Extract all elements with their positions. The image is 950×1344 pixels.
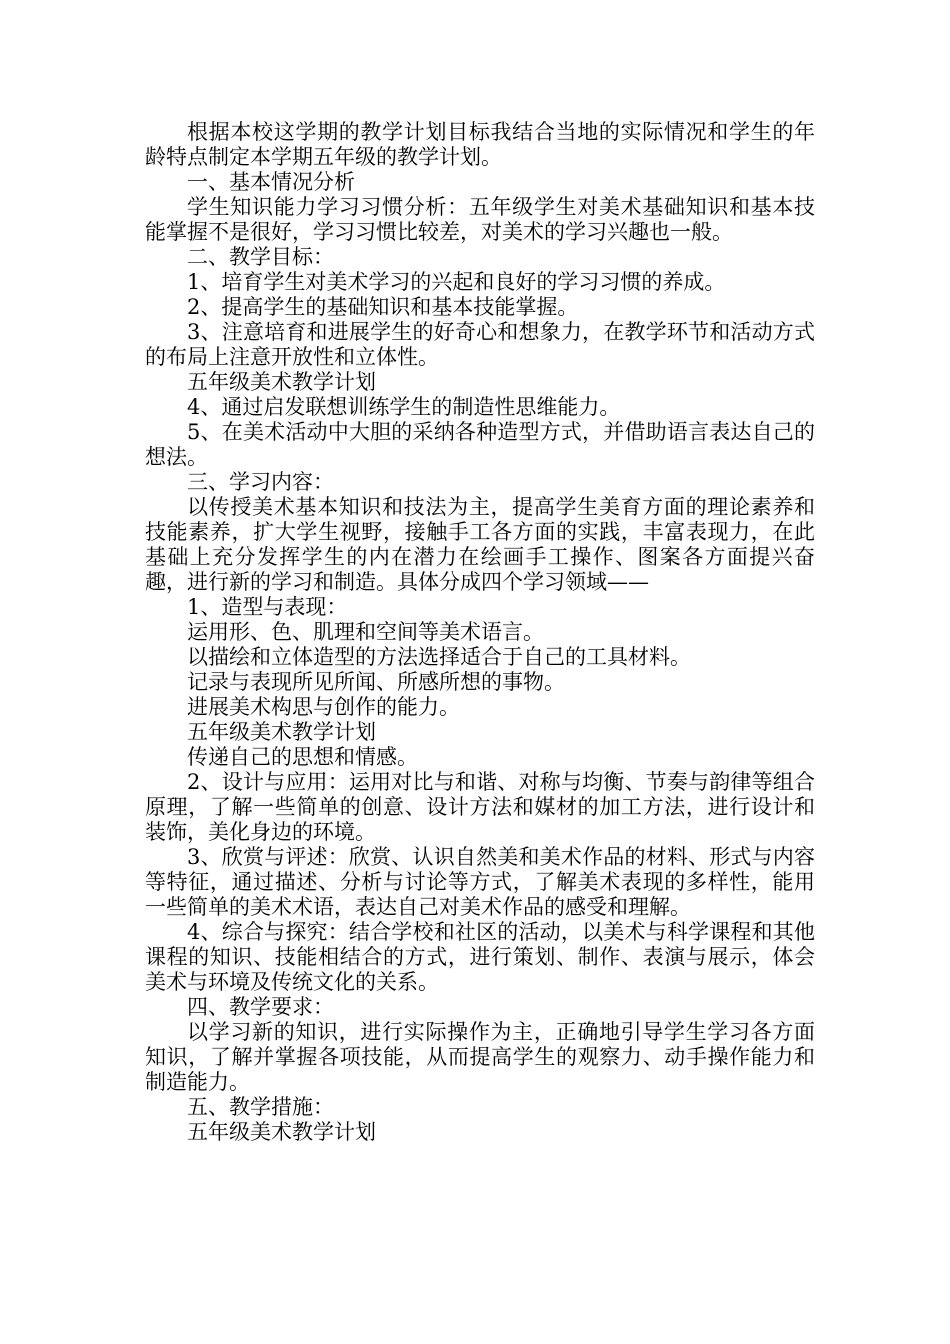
goal-item-1: 1、培育学生对美术学习的兴起和良好的学习习惯的养成。 [187, 270, 726, 294]
goal-item-4: 4、通过启发联想训练学生的制造性思维能力。 [187, 395, 621, 419]
heading-teaching-goals: 二、教学目标： [187, 245, 334, 269]
paragraph-teaching-requirements: 以学习新的知识，进行实际操作为主，正确地引导学生学习各方面知识，了解并掌握各项技能，从而提高学生的观察力、动手操作能力和制造能力。 [145, 1020, 815, 1094]
paragraph-student-analysis: 学生知识能力学习习惯分析：五年级学生对美术基础知识和基本技能掌握不是很好，学习习惯比较差，对美术的学习兴趣也一般。 [145, 195, 815, 244]
paragraph-learning-content: 以传授美术基本知识和技法为主，提高学生美育方面的理论素养和技能素养，扩大学生视野，接触手工各方面的实践，丰富表现力，在此基础上充分发挥学生的内在潜力在绘画手工操作、图案各方面提兴奋趣，进行新的学习和制造。具体分成四个学习领域—— [145, 495, 815, 594]
modeling-item-2: 以描绘和立体造型的方法选择适合于自己的工具材料。 [187, 645, 691, 669]
modeling-item-4: 进展美术构思与创作的能力。 [187, 695, 460, 719]
repeated-title: 五年级美术教学计划 [187, 370, 376, 394]
paragraph-synthesis-exploration: 4、综合与探究：结合学校和社区的活动，以美术与科学课程和其他课程的知识、技能相结合的方式，进行策划、制作、表演与展示，体会美术与环境及传统文化的关系。 [145, 920, 815, 994]
modeling-item-5: 传递自己的思想和情感。 [187, 745, 418, 769]
document-body [145, 120, 815, 1145]
paragraph-appreciation-review: 3、欣赏与评述：欣赏、认识自然美和美术作品的材料、形式与内容等特征，通过描述、分析与讨论等方式，了解美术表现的多样性，能用一些简单的美术术语，表达自己对美术作品的感受和理解。 [145, 845, 815, 919]
repeated-title: 五年级美术教学计划 [187, 1120, 376, 1144]
modeling-item-1: 运用形、色、肌理和空间等美术语言。 [187, 620, 544, 644]
goal-item-5: 5、在美术活动中大胆的采纳各种造型方式，并借助语言表达自己的想法。 [145, 420, 815, 469]
heading-learning-content: 三、学习内容： [187, 470, 334, 494]
paragraph-design-application: 2、设计与应用：运用对比与和谐、对称与均衡、节奏与韵律等组合原理，了解一些简单的创意、设计方法和媒材的加工方法，进行设计和装饰，美化身边的环境。 [145, 770, 815, 844]
goal-item-3: 3、注意培育和进展学生的好奇心和想象力，在教学环节和活动方式的布局上注意开放性和立体性。 [145, 320, 815, 369]
heading-basic-analysis: 一、基本情况分析 [187, 170, 355, 194]
repeated-title: 五年级美术教学计划 [187, 720, 376, 744]
heading-teaching-measures: 五、教学措施： [187, 1095, 334, 1119]
subheading-modeling-expression: 1、造型与表现： [187, 595, 348, 619]
heading-teaching-requirements: 四、教学要求： [187, 995, 334, 1019]
paragraph-intro: 根据本校这学期的教学计划目标我结合当地的实际情况和学生的年龄特点制定本学期五年级的教学计划。 [145, 120, 815, 169]
modeling-item-3: 记录与表现所见所闻、所感所想的事物。 [187, 670, 565, 694]
goal-item-2: 2、提高学生的基础知识和基本技能掌握。 [187, 295, 579, 319]
